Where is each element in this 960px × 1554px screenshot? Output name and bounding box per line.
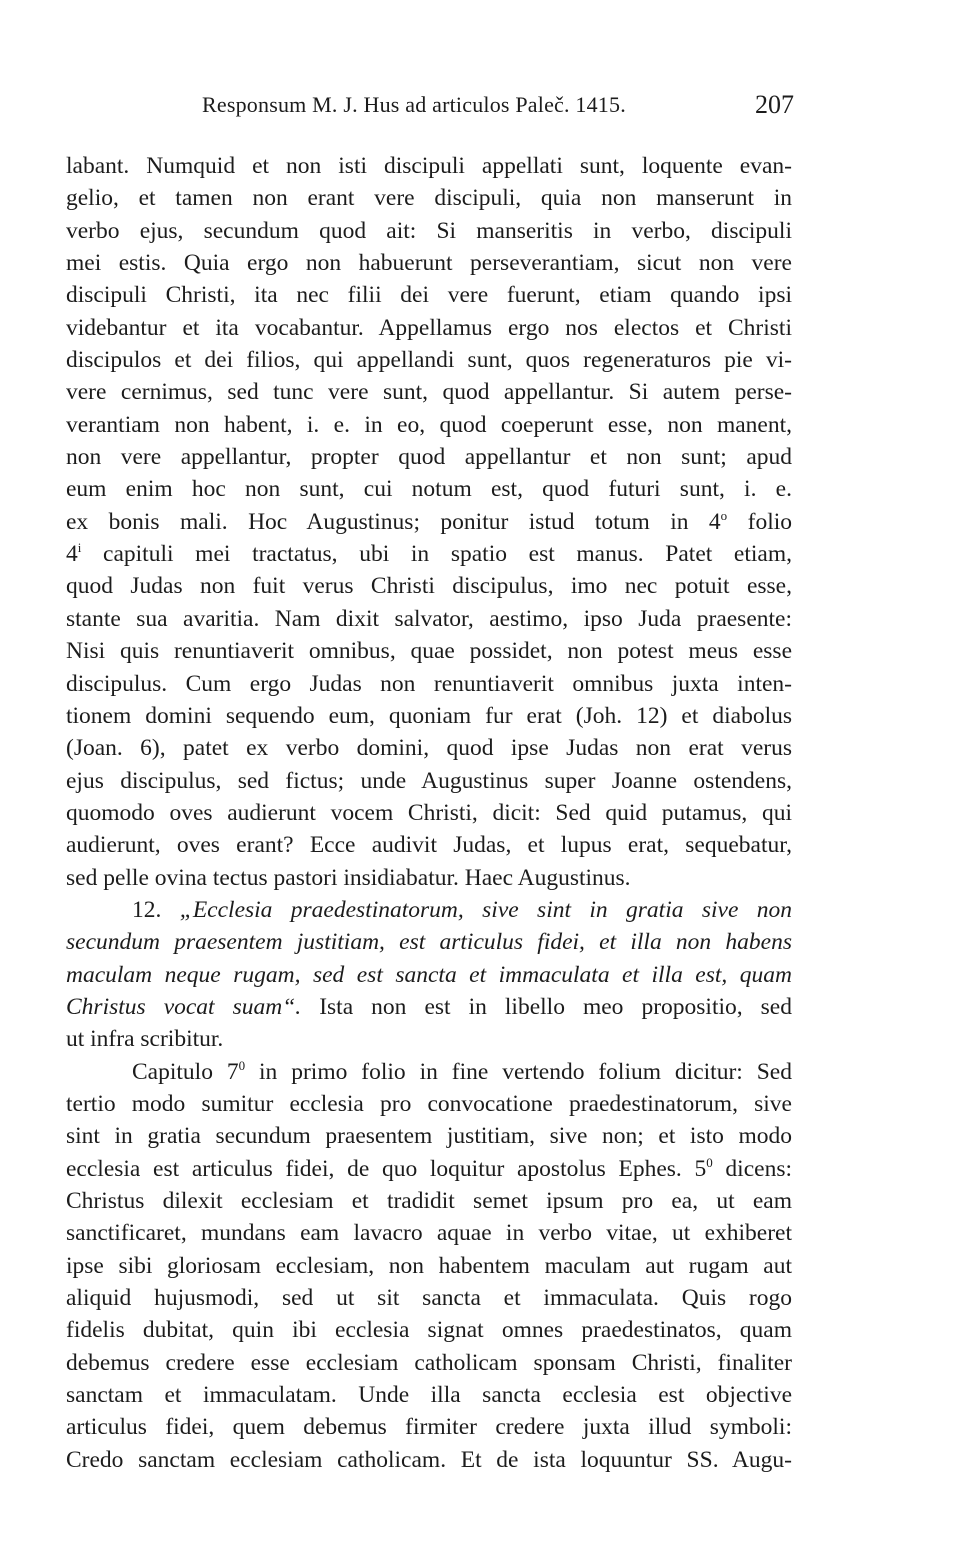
- line-text: Ista non est in libello meo propositio, sed: [301, 993, 792, 1020]
- text-line: Credo sanctam ecclesiam catholicam. Et de ista loquuntur SS. Augu-: [66, 1446, 792, 1473]
- text-line: [66, 1056, 792, 1088]
- line-text: 4: [66, 541, 78, 568]
- text-line: ejus discipulus, sed fictus; unde Augustinus super Joanne ostendens,: [66, 767, 792, 794]
- text-line: vere cernimus, sed tunc vere sunt, quod appellantur. Si autem perse-: [66, 379, 792, 406]
- article-text: „Ecclesia praedestinatorum, sive sint in gratia sive non: [179, 896, 793, 923]
- text-line: debemus credere esse ecclesiam catholicam sponsam Christi, finaliter: [66, 1349, 792, 1376]
- text-line: sed pelle ovina tectus pastori insidiabatur. Haec Augustinus.: [66, 864, 631, 891]
- text-line: [66, 1153, 792, 1185]
- text-line: tionem domini sequendo eum, quoniam fur erat (Joh. 12) et diabolus: [66, 702, 792, 729]
- text-line: articulus fidei, quem debemus firmiter credere juxta illud symboli:: [66, 1414, 792, 1441]
- running-title: Responsum M. J. Hus ad articulos Paleč. 1415.: [202, 92, 626, 117]
- superscript: o: [720, 507, 728, 523]
- text-line: (Joan. 6), patet ex verbo domini, quod ipse Judas non erat verus: [66, 735, 792, 762]
- text-line: videbantur et ita vocabantur. Appellamus ergo nos electos et Christi: [66, 314, 792, 341]
- text-line: sint in gratia secundum praesentem justitiam, sive non; et isto modo: [66, 1123, 792, 1150]
- text-line: [66, 506, 792, 538]
- text-line: non vere appellantur, propter quod appellantur et non sunt; apud: [66, 444, 792, 471]
- text-line: [66, 991, 792, 1023]
- text-line: discipulos et dei filios, qui appellandi sunt, quos regeneraturos pie vi-: [66, 347, 792, 374]
- body-text: [66, 150, 792, 1476]
- text-line: verbo ejus, secundum quod ait: Si manseritis in verbo, discipuli: [66, 217, 792, 244]
- article-12-heading: [66, 894, 792, 926]
- article-text: Christus vocat suam“.: [66, 993, 302, 1020]
- text-line: discipuli Christi, ita nec filii dei vere fuerunt, etiam quando ipsi: [66, 282, 792, 309]
- text-line: tertio modo sumitur ecclesia pro convocatione praedestinatorum, sive: [66, 1090, 792, 1117]
- text-line: quomodo oves audierunt vocem Christi, dicit: Sed quid putamus, qui: [66, 799, 792, 826]
- article-text: secundum praesentem justitiam, est articulus fidei, et illa non habens: [66, 929, 792, 956]
- line-text: ex bonis mali. Hoc Augustinus; ponitur istud totum in 4: [66, 508, 721, 535]
- superscript: 0: [706, 1154, 713, 1170]
- superscript: 0: [238, 1057, 246, 1073]
- line-text: dicens:: [712, 1155, 792, 1182]
- text-line: verantiam non habent, i. e. in eo, quod coeperunt esse, non manent,: [66, 411, 792, 438]
- line-text: in primo folio in fine vertendo folium dicitur: Sed: [245, 1058, 792, 1085]
- text-line: quod Judas non fuit verus Christi discipulus, imo nec potuit esse,: [66, 573, 792, 600]
- superscript: i: [77, 540, 82, 556]
- text-line: eum enim hoc non sunt, cui notum est, quod futuri sunt, i. e.: [66, 476, 792, 503]
- article-text: maculam neque rugam, sed est sancta et immaculata et illa est, quam: [66, 961, 792, 988]
- text-line: ipse sibi gloriosam ecclesiam, non habentem maculam aut rugam aut: [66, 1252, 792, 1279]
- text-line: [66, 538, 792, 570]
- article-number: 12.: [132, 896, 162, 923]
- text-line: sanctificaret, mundans eam lavacro aquae in verbo vitae, ut exhiberet: [66, 1220, 792, 1247]
- line-text: Capitulo 7: [132, 1058, 239, 1085]
- line-text: capituli mei tractatus, ubi in spatio est manus. Patet etiam,: [103, 541, 793, 568]
- text-line: discipulus. Cum ergo Judas non renuntiaverit omnibus juxta inten-: [66, 670, 792, 697]
- text-line: aliquid hujusmodi, sed ut sit sancta et immaculata. Quis rogo: [66, 1285, 792, 1312]
- line-text: ecclesia est articulus fidei, de quo loquitur apostolus Ephes. 5: [66, 1155, 707, 1182]
- text-line: stante sua avaritia. Nam dixit salvator, aestimo, ipso Juda praesente:: [66, 605, 792, 632]
- text-line: mei estis. Quia ergo non habuerunt perseverantiam, sicut non vere: [66, 250, 792, 277]
- text-line: fidelis dubitat, quin ibi ecclesia signat omnes praedestinatos, quam: [66, 1317, 792, 1344]
- text-line: Nisi quis renuntiaverit omnibus, quae possidet, non potest meus esse: [66, 638, 792, 665]
- running-head: [66, 92, 794, 132]
- text-line: sanctam et immaculatam. Unde illa sancta ecclesia est objective: [66, 1382, 792, 1409]
- text-line: labant. Numquid et non isti discipuli appellati sunt, loquente evan-: [66, 153, 792, 179]
- line-text: folio: [727, 508, 793, 535]
- text-line: gelio, et tamen non erant vere discipuli, quia non manserunt in: [66, 185, 792, 212]
- text-line: ut infra scribitur.: [66, 1026, 224, 1053]
- text-line: audierunt, oves erant? Ecce audivit Judas, et lupus erat, sequebatur,: [66, 832, 792, 859]
- text-line: Christus dilexit ecclesiam et tradidit semet ipsum pro ea, ut eam: [66, 1188, 792, 1214]
- page-number: 207: [755, 90, 794, 119]
